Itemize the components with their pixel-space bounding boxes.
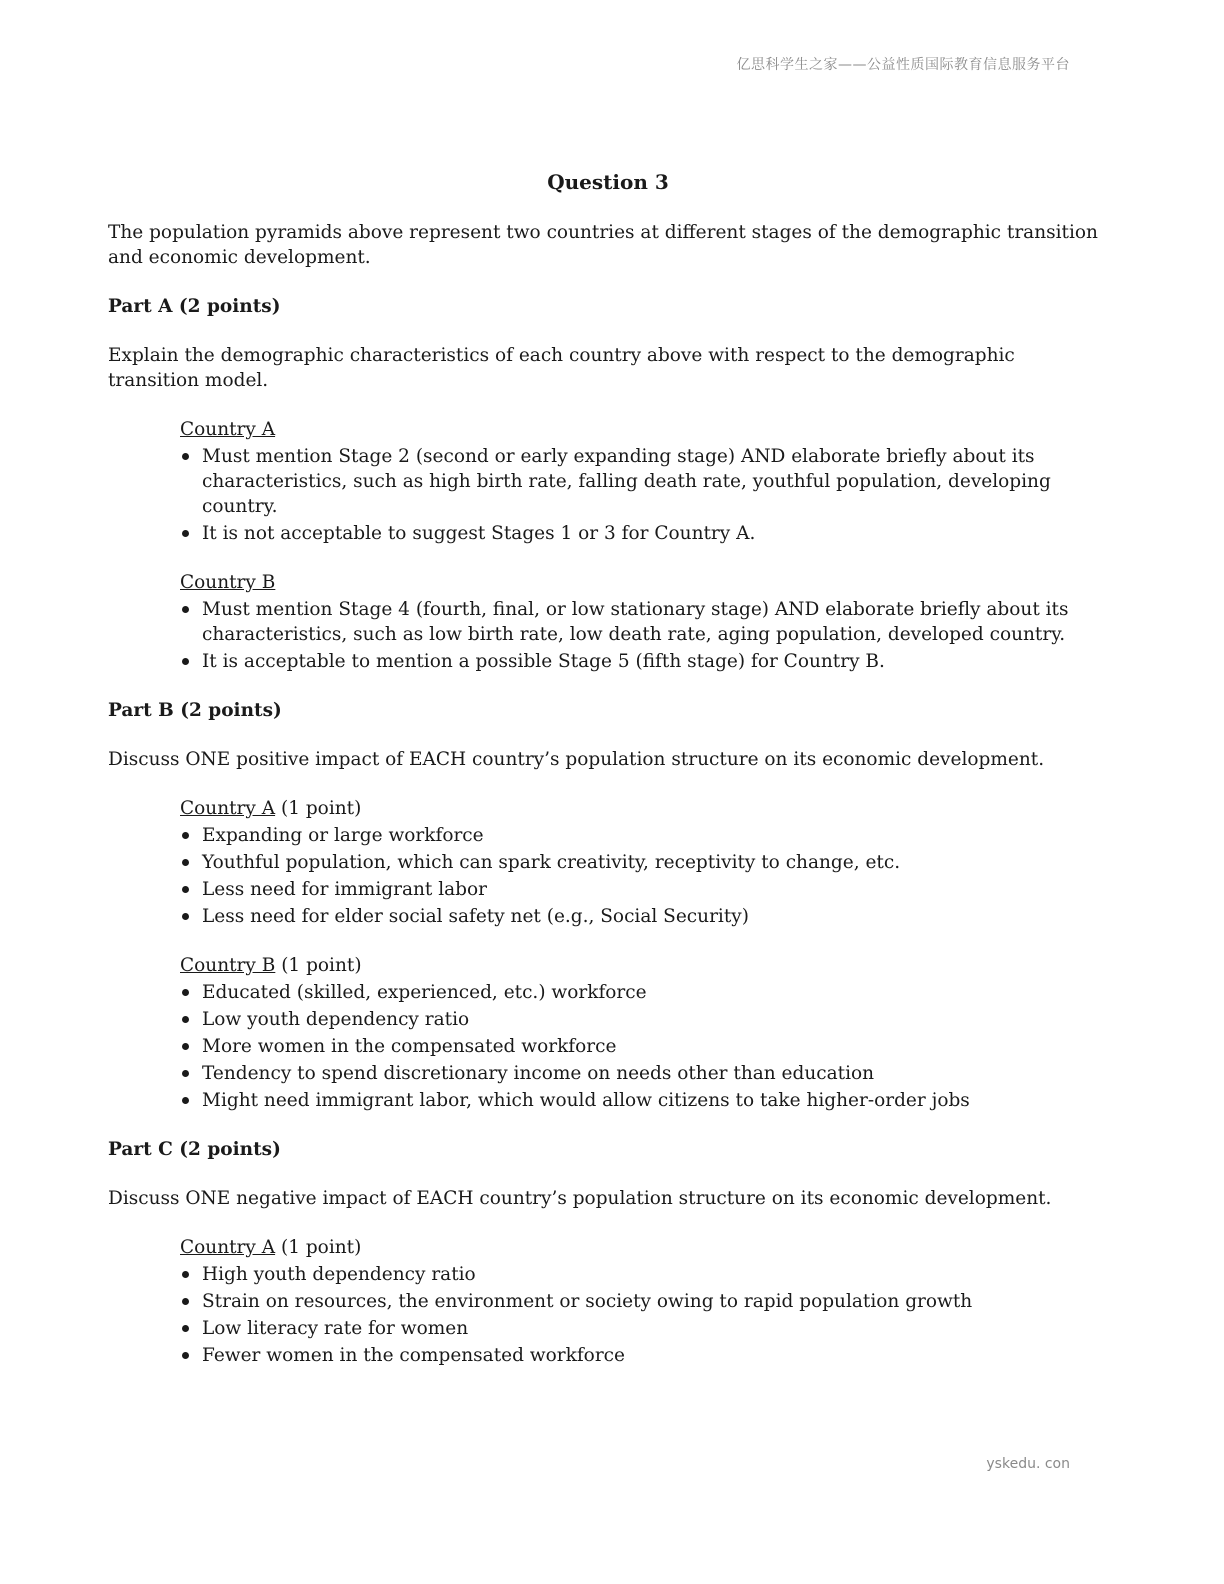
part-b-prompt: Discuss ONE positive impact of EACH country’s population structure on its economic development. bbox=[108, 749, 1045, 770]
country-label: Country A bbox=[180, 419, 276, 440]
list-item: Must mention Stage 2 (second or early expanding stage) AND elaborate briefly about its characteristics, such as high birth rate, falling death rate, youthful population, developing country. bbox=[180, 444, 1108, 519]
part-a-country-a bbox=[180, 417, 1108, 546]
part-c-prompt: Discuss ONE negative impact of EACH country’s population structure on its economic development. bbox=[108, 1188, 1052, 1209]
country-label: Country A bbox=[180, 798, 276, 819]
list-item: Less need for elder social safety net (e.g., Social Security) bbox=[180, 904, 1108, 929]
country-points: (1 point) bbox=[275, 798, 362, 819]
country-points: (1 point) bbox=[275, 1237, 362, 1258]
country-label: Country B bbox=[180, 955, 276, 976]
list-item: It is acceptable to mention a possible Stage 5 (fifth stage) for Country B. bbox=[180, 649, 1108, 674]
list-item: Youthful population, which can spark creativity, receptivity to change, etc. bbox=[180, 850, 1108, 875]
list-item: Might need immigrant labor, which would allow citizens to take higher-order jobs bbox=[180, 1088, 1108, 1113]
bullet-list bbox=[180, 444, 1108, 546]
country-heading bbox=[180, 953, 1108, 978]
list-item: Low youth dependency ratio bbox=[180, 1007, 1108, 1032]
list-item: Low literacy rate for women bbox=[180, 1316, 1108, 1341]
footer-watermark: yskedu. con bbox=[986, 1456, 1070, 1472]
part-b-country-b bbox=[180, 953, 1108, 1113]
bullet-list bbox=[180, 823, 1108, 929]
part-a-heading: Part A (2 points) bbox=[108, 296, 281, 317]
document-body bbox=[108, 168, 1108, 1370]
page-title: Question 3 bbox=[547, 170, 669, 194]
list-item: Expanding or large workforce bbox=[180, 823, 1108, 848]
list-item: It is not acceptable to suggest Stages 1 or 3 for Country A. bbox=[180, 521, 1108, 546]
list-item: Fewer women in the compensated workforce bbox=[180, 1343, 1108, 1368]
part-a-prompt: Explain the demographic characteristics of each country above with respect to the demographic transition model. bbox=[108, 345, 1015, 391]
country-heading bbox=[180, 570, 1108, 595]
country-label: Country B bbox=[180, 572, 276, 593]
country-label: Country A bbox=[180, 1237, 276, 1258]
list-item: High youth dependency ratio bbox=[180, 1262, 1108, 1287]
list-item: Strain on resources, the environment or society owing to rapid population growth bbox=[180, 1289, 1108, 1314]
country-heading bbox=[180, 417, 1108, 442]
part-b-section bbox=[108, 698, 1108, 1113]
header-watermark: 亿思科学生之家——公益性质国际教育信息服务平台 bbox=[736, 57, 1070, 73]
intro-paragraph: The population pyramids above represent two countries at different stages of the demographic transition and economic development. bbox=[108, 222, 1098, 268]
part-b-heading: Part B (2 points) bbox=[108, 700, 282, 721]
country-heading bbox=[180, 1235, 1108, 1260]
part-c-country-a bbox=[180, 1235, 1108, 1368]
country-heading bbox=[180, 796, 1108, 821]
bullet-list bbox=[180, 980, 1108, 1113]
part-a-section bbox=[108, 294, 1108, 674]
part-b-country-a bbox=[180, 796, 1108, 929]
part-a-country-b bbox=[180, 570, 1108, 674]
bullet-list bbox=[180, 1262, 1108, 1368]
country-points: (1 point) bbox=[275, 955, 362, 976]
part-c-section bbox=[108, 1137, 1108, 1368]
list-item: Educated (skilled, experienced, etc.) workforce bbox=[180, 980, 1108, 1005]
list-item: More women in the compensated workforce bbox=[180, 1034, 1108, 1059]
part-c-heading: Part C (2 points) bbox=[108, 1139, 281, 1160]
list-item: Tendency to spend discretionary income on needs other than education bbox=[180, 1061, 1108, 1086]
list-item: Must mention Stage 4 (fourth, final, or low stationary stage) AND elaborate briefly about its characteristics, such as low birth rate, low death rate, aging population, developed country. bbox=[180, 597, 1108, 647]
bullet-list bbox=[180, 597, 1108, 674]
list-item: Less need for immigrant labor bbox=[180, 877, 1108, 902]
